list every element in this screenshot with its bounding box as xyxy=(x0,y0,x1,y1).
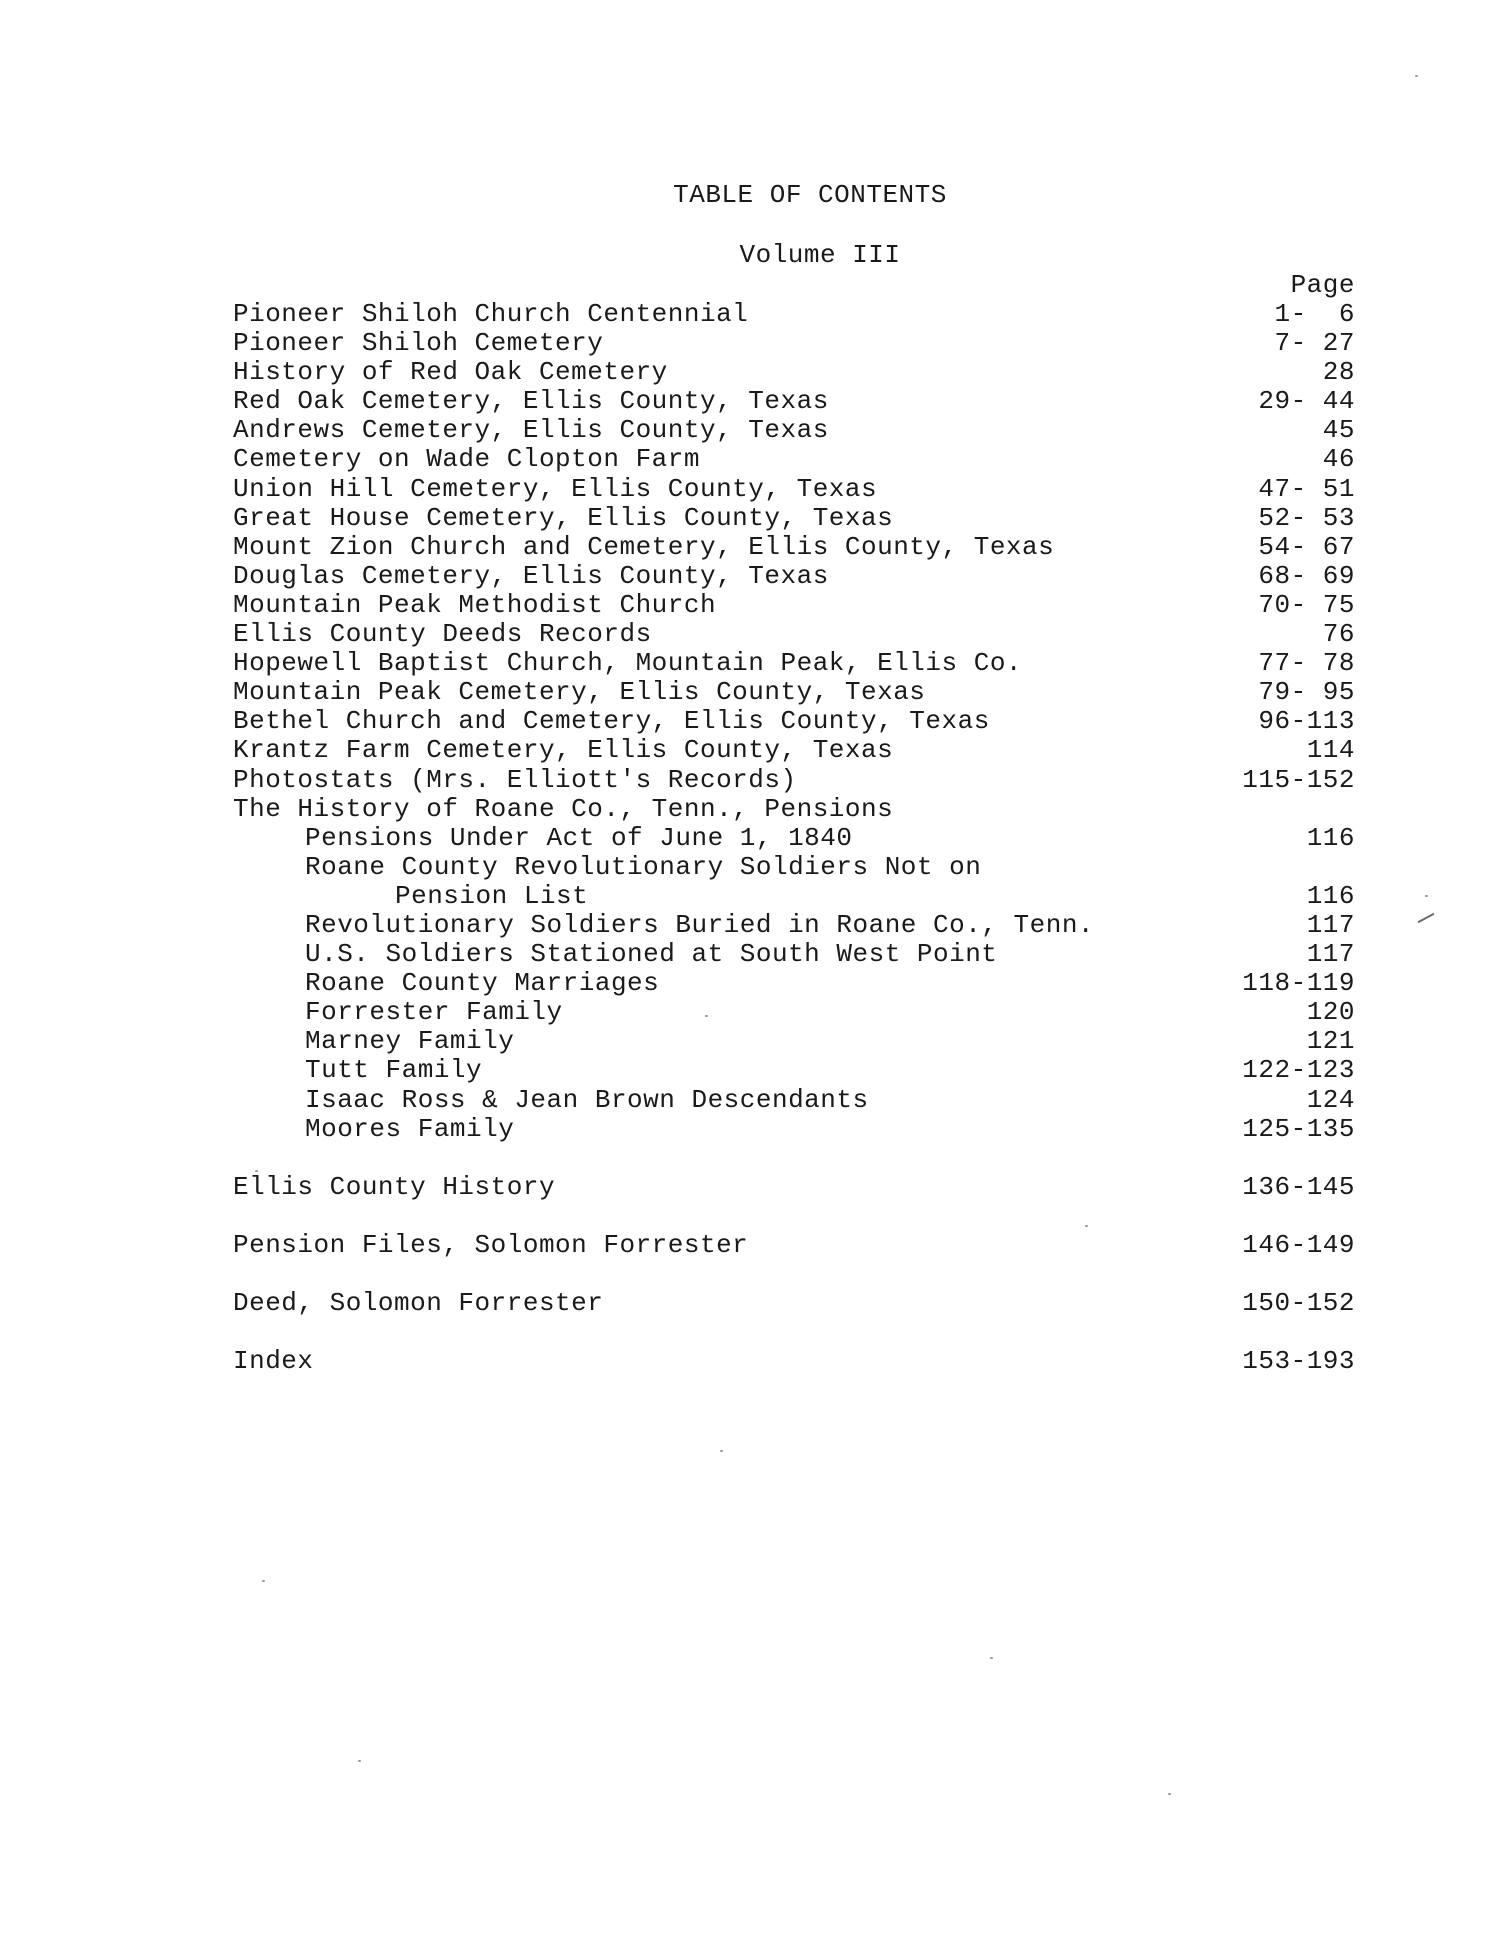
toc-entry-title: Tutt Family xyxy=(305,1055,483,1086)
scan-speck xyxy=(705,1015,708,1017)
volume-heading: Volume III xyxy=(739,240,901,270)
toc-entry-title: Pioneer Shiloh Cemetery xyxy=(233,328,604,359)
toc-entry-title: The History of Roane Co., Tenn., Pensions xyxy=(233,793,894,824)
toc-entry-title: Mountain Peak Methodist Church xyxy=(233,589,717,620)
toc-entry xyxy=(233,300,1355,329)
toc-entry xyxy=(233,998,1355,1027)
toc-entry-title: Moores Family xyxy=(305,1113,515,1144)
toc-entry xyxy=(233,766,1355,795)
toc-entry xyxy=(233,533,1355,562)
toc-entry xyxy=(233,591,1355,620)
toc-entry-title: Marney Family xyxy=(305,1026,515,1057)
document-title: TABLE OF CONTENTS xyxy=(673,180,947,210)
toc-entry-title: Pension Files, Solomon Forrester xyxy=(233,1229,749,1260)
toc-entry-pages: 52- 53 xyxy=(1258,502,1355,533)
toc-entry-pages: 79- 95 xyxy=(1258,677,1355,708)
toc-entry xyxy=(233,969,1355,998)
scan-speck xyxy=(990,1657,993,1659)
toc-entry xyxy=(233,445,1355,474)
toc-entry xyxy=(233,1231,1355,1260)
toc-entry-title: Andrews Cemetery, Ellis County, Texas xyxy=(233,415,829,446)
toc-entry-pages: 47- 51 xyxy=(1258,473,1355,504)
toc-entry-pages: 150-152 xyxy=(1242,1287,1355,1318)
toc-entry-pages: 114 xyxy=(1306,735,1355,766)
toc-entry-pages: 121 xyxy=(1306,1026,1355,1057)
toc-entry xyxy=(233,678,1355,707)
toc-entry-pages: 46 xyxy=(1322,444,1355,475)
toc-entry xyxy=(233,795,1355,824)
toc-entry xyxy=(233,387,1355,416)
scan-speck xyxy=(720,1450,723,1452)
toc-entry-title: Mount Zion Church and Cemetery, Ellis County, Texas xyxy=(233,531,1055,562)
toc-entry xyxy=(233,475,1355,504)
toc-entry xyxy=(233,824,1355,853)
scan-speck xyxy=(358,1760,361,1762)
toc-entry-title: Pioneer Shiloh Church Centennial xyxy=(233,299,749,329)
toc-entry-title: Krantz Farm Cemetery, Ellis County, Texas xyxy=(233,735,894,766)
toc-entry-pages: 96-113 xyxy=(1258,706,1355,737)
toc-entry-pages: 76 xyxy=(1322,619,1355,650)
toc-entry-title: Douglas Cemetery, Ellis County, Texas xyxy=(233,560,829,591)
toc-entry xyxy=(233,1173,1355,1202)
toc-entry xyxy=(233,1115,1355,1144)
toc-entry-pages: 120 xyxy=(1306,997,1355,1028)
toc-entry-title: Roane County Marriages xyxy=(305,968,660,999)
toc-entry-pages: 45 xyxy=(1322,415,1355,446)
scan-speck xyxy=(1415,75,1418,77)
toc-entry-pages: 146-149 xyxy=(1242,1229,1355,1260)
page-column-header: Page xyxy=(1290,270,1355,300)
toc-entry-pages: 117 xyxy=(1306,939,1355,970)
toc-entry-title: Hopewell Baptist Church, Mountain Peak, Ellis Co. xyxy=(233,648,1023,679)
toc-entry-pages: 7- 27 xyxy=(1274,328,1355,359)
toc-entry xyxy=(233,649,1355,678)
toc-entry-pages: 1- 6 xyxy=(1274,299,1355,329)
toc-entry xyxy=(233,329,1355,358)
table-of-contents xyxy=(233,300,1355,1376)
toc-entry-title: Revolutionary Soldiers Buried in Roane Co., Tenn. xyxy=(305,909,1095,940)
toc-entry-pages: 124 xyxy=(1306,1084,1355,1115)
toc-entry-title: Index xyxy=(233,1346,314,1376)
toc-entry-title: Ellis County History xyxy=(233,1171,556,1202)
toc-entry-pages: 153-193 xyxy=(1242,1346,1355,1376)
toc-entry-pages: 77- 78 xyxy=(1258,648,1355,679)
toc-entry xyxy=(233,358,1355,387)
toc-entry-title: Pensions Under Act of June 1, 1840 xyxy=(305,822,853,853)
toc-entry-title: History of Red Oak Cemetery xyxy=(233,357,668,388)
toc-entry-pages: 115-152 xyxy=(1242,764,1355,795)
toc-entry-title: Forrester Family xyxy=(305,997,563,1028)
toc-entry-pages: 118-119 xyxy=(1242,968,1355,999)
scan-speck xyxy=(1425,895,1428,897)
toc-entry-title: Great House Cemetery, Ellis County, Texas xyxy=(233,502,894,533)
scan-speck xyxy=(1168,1793,1171,1795)
toc-entry-pages: 125-135 xyxy=(1242,1113,1355,1144)
toc-entry-title: Deed, Solomon Forrester xyxy=(233,1287,604,1318)
toc-entry xyxy=(233,1056,1355,1085)
toc-entry xyxy=(233,562,1355,591)
toc-entry-title: U.S. Soldiers Stationed at South West Point xyxy=(305,939,998,970)
toc-entry xyxy=(233,911,1355,940)
toc-entry xyxy=(233,416,1355,445)
toc-entry xyxy=(233,504,1355,533)
toc-entry-title: Roane County Revolutionary Soldiers Not on xyxy=(305,851,982,882)
toc-entry-pages: 117 xyxy=(1306,909,1355,940)
toc-entry xyxy=(233,736,1355,765)
toc-entry-pages: 70- 75 xyxy=(1258,589,1355,620)
scan-speck xyxy=(1085,1225,1088,1227)
toc-entry xyxy=(233,853,1355,882)
toc-entry-title: Mountain Peak Cemetery, Ellis County, Texas xyxy=(233,677,926,708)
toc-entry-title: Union Hill Cemetery, Ellis County, Texas xyxy=(233,473,878,504)
toc-entry-pages: 29- 44 xyxy=(1258,386,1355,417)
scan-speck xyxy=(255,1170,258,1172)
toc-entry-pages: 122-123 xyxy=(1242,1055,1355,1086)
toc-entry xyxy=(233,940,1355,969)
toc-entry-title: Pension List xyxy=(395,880,589,911)
toc-entry-title: Bethel Church and Cemetery, Ellis County, Texas xyxy=(233,706,990,737)
toc-entry-pages: 116 xyxy=(1306,880,1355,911)
scan-speck xyxy=(262,1580,265,1582)
toc-entry-title: Ellis County Deeds Records xyxy=(233,619,652,650)
toc-entry xyxy=(233,1347,1355,1376)
toc-entry xyxy=(233,1027,1355,1056)
toc-entry-title: Photostats (Mrs. Elliott's Records) xyxy=(233,764,797,795)
toc-entry-pages: 54- 67 xyxy=(1258,531,1355,562)
toc-entry xyxy=(233,1086,1355,1115)
toc-entry xyxy=(233,882,1355,911)
toc-entry-pages: 116 xyxy=(1306,822,1355,853)
toc-entry-title: Cemetery on Wade Clopton Farm xyxy=(233,444,700,475)
toc-entry xyxy=(233,707,1355,736)
toc-entry-pages: 136-145 xyxy=(1242,1171,1355,1202)
toc-entry-pages: 28 xyxy=(1322,357,1355,388)
toc-entry xyxy=(233,1289,1355,1318)
toc-entry-title: Isaac Ross & Jean Brown Descendants xyxy=(305,1084,869,1115)
stray-pen-mark xyxy=(1418,913,1435,923)
toc-entry xyxy=(233,620,1355,649)
toc-entry-title: Red Oak Cemetery, Ellis County, Texas xyxy=(233,386,829,417)
toc-entry-pages: 68- 69 xyxy=(1258,560,1355,591)
